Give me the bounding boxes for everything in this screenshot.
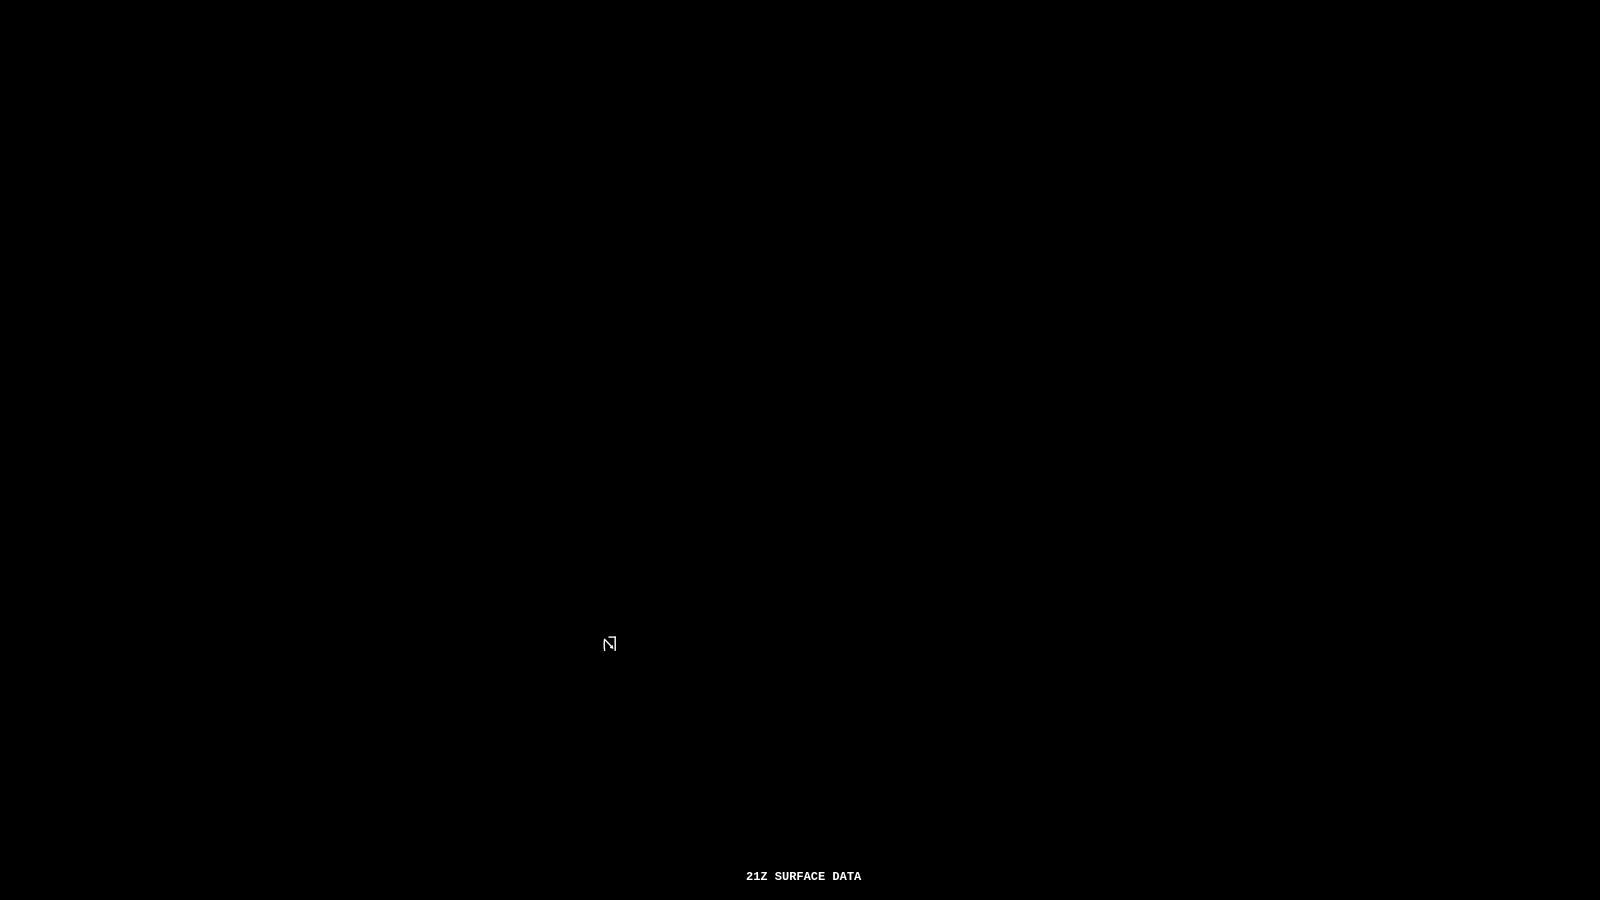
frame-title: 21Z SURFACE DATA — [746, 870, 862, 884]
station-plot-glyph — [602, 636, 617, 652]
